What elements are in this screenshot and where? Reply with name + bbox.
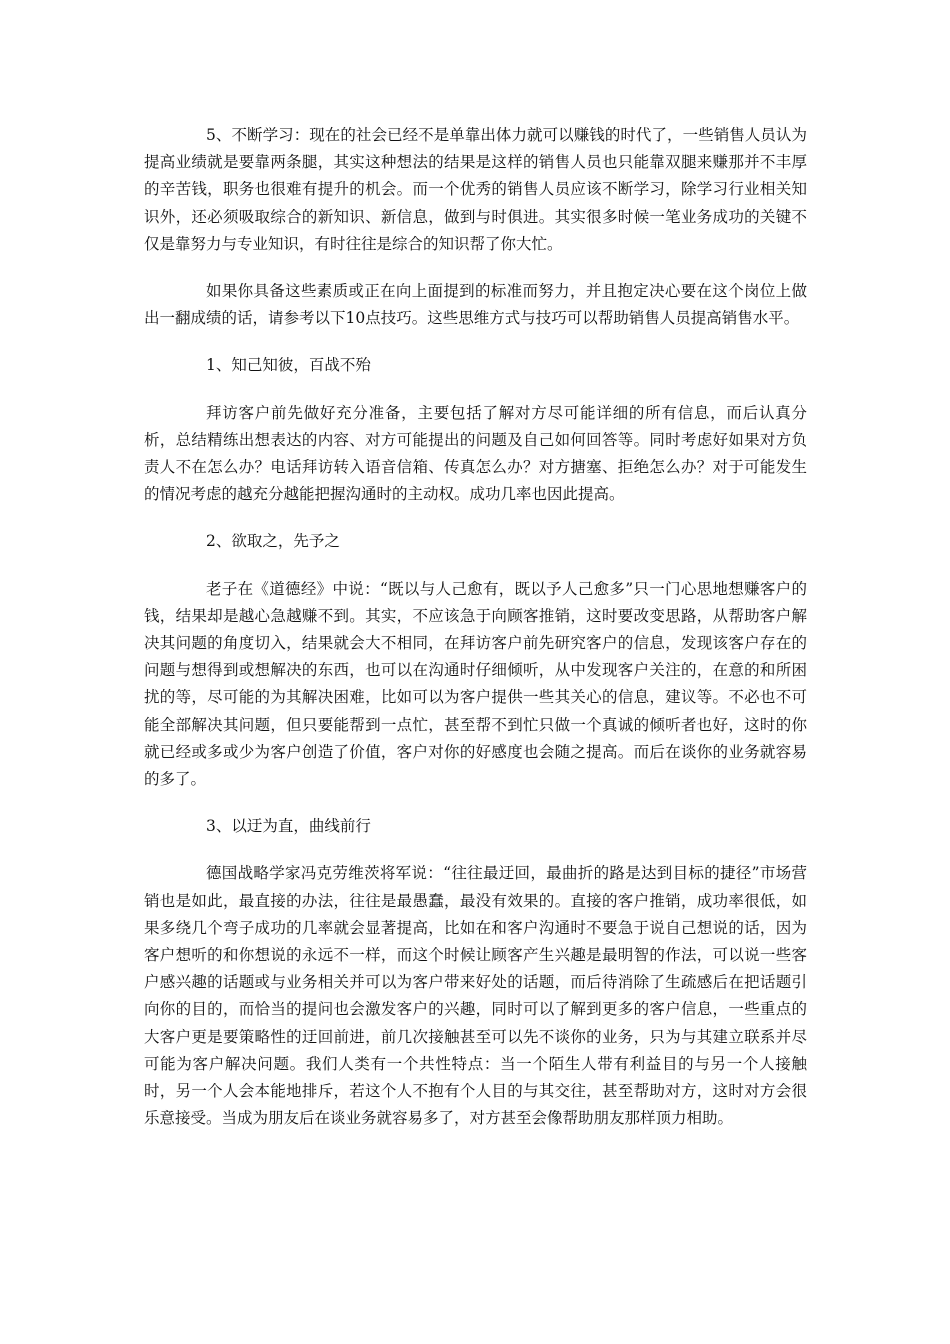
section-heading-3: 3、以迂为直，曲线前行 [206,817,371,836]
paragraph-section-1: 拜访客户前先做好充分准备，主要包括了解对方尽可能详细的所有信息，而后认真分析，总结精练出想表达的内容、对方可能提出的问题及自己如何回答等。同时考虑好如果对方负责人不在怎么办？电话拜访转入语音信箱、传真怎么办？对方搪塞、拒绝怎么办？对于可能发生的情况考虑的越充分越能把握沟通时的主动权。成功几率也因此提高。 [144,403,807,504]
paragraph-continuous-learning: 5、不断学习：现在的社会已经不是单靠出体力就可以赚钱的时代了，一些销售人员认为提高业绩就是要靠两条腿，其实这种想法的结果是这样的销售人员也只能靠双腿来赚那并不丰厚的辛苦钱，职务也很难有提升的机会。而一个优秀的销售人员应该不断学习，除学习行业相关知识外，还必须吸取综合的新知识、新信息，做到与时俱进。其实很多时候一笔业务成功的关键不仅是靠努力与专业知识，有时往往是综合的知识帮了你大忙。 [144,126,807,253]
section-heading-1: 1、知己知彼，百战不殆 [206,356,371,375]
paragraph-section-3: 德国战略学家冯克劳维茨将军说：“往往最迂回，最曲折的路是达到目标的捷径”市场营销也是如此，最直接的办法，往往是最愚蠢，最没有效果的。直接的客户推销，成功率很低，如果多绕几个弯子成功的几率就会显著提高，比如在和客户沟通时不要急于说自己想说的话，因为客户想听的和你想说的永远不一样，而这个时候让顾客产生兴趣是最明智的作法，可以说一些客户感兴趣的话题或与业务相关并可以为客户带来好处的话题，而后待消除了生疏感后在把话题引向你的目的，而恰当的提问也会激发客户的兴趣，同时可以了解到更多的客户信息，一些重点的大客户更是要策略性的迂回前进，前几次接触甚至可以先不谈你的业务，只为与其建立联系并尽可能为客户解决问题。我们人类有一个共性特点：当一个陌生人带有利益目的与另一个人接触时，另一个人会本能地排斥，若这个人不抱有个人目的与其交往，甚至帮助对方，这时对方会很乐意接受。当成为朋友后在谈业务就容易多了，对方甚至会像帮助朋友那样顶力相助。 [144,864,807,1128]
paragraph-section-2: 老子在《道德经》中说：“既以与人己愈有，既以予人己愈多”只一门心思地想赚客户的钱，结果却是越心急越赚不到。其实，不应该急于向顾客推销，这时要改变思路，从帮助客户解决其问题的角度切入，结果就会大不相同，在拜访客户前先研究客户的信息，发现该客户存在的问题与想得到或想解决的东西，也可以在沟通时仔细倾听，从中发现客户关注的，在意的和所困扰的等，尽可能的为其解决困难，比如可以为客户提供一些其关心的信息，建议等。不必也不可能全部解决其问题，但只要能帮到一点忙，甚至帮不到忙只做一个真诚的倾听者也好，这时的你就已经或多或少为客户创造了价值，客户对你的好感度也会随之提高。而后在谈你的业务就容易的多了。 [144,579,807,789]
document-body [144,122,807,1153]
section-heading-2: 2、欲取之，先予之 [206,532,340,551]
paragraph-intro-ten-tips: 如果你具备这些素质或正在向上面提到的标准而努力，并且抱定决心要在这个岗位上做出一翻成绩的话，请参考以下10点技巧。这些思维方式与技巧可以帮助销售人员提高销售水平。 [144,282,807,328]
